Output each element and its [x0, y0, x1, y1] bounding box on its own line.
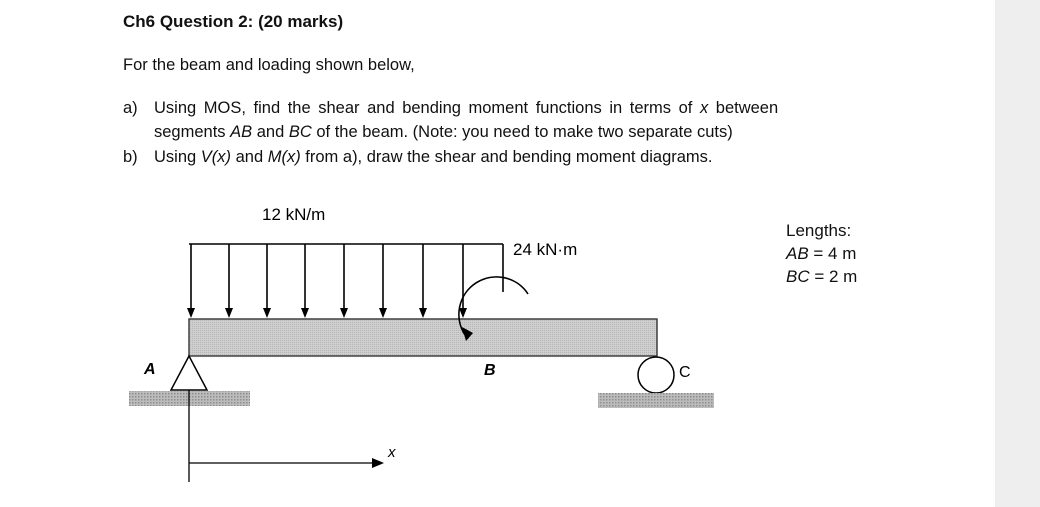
moment-label: 24 kN·m	[513, 240, 578, 259]
length-bc-name: BC	[786, 267, 810, 286]
question-intro: For the beam and loading shown below,	[123, 56, 415, 74]
length-bc	[786, 265, 857, 288]
distributed-load-label: 12 kN/m	[262, 205, 326, 224]
load-arrow	[340, 244, 348, 318]
point-b-label: B	[484, 362, 496, 379]
distributed-load	[187, 244, 503, 318]
part-a-segment-bc: BC	[288, 123, 312, 141]
lengths-title: Lengths:	[786, 221, 852, 240]
load-arrow	[225, 244, 233, 318]
part-b-text-3: from a), draw the shear and bending moment diagrams.	[300, 148, 713, 166]
length-bc-value: = 2 m	[809, 267, 858, 286]
load-arrow	[263, 244, 271, 318]
part-b-vx: V(x)	[200, 148, 232, 166]
load-arrow	[187, 244, 195, 318]
length-ab-value: = 4 m	[808, 244, 857, 263]
load-arrow	[301, 244, 309, 318]
part-a-text-1: Using MOS, find the shear and bending moment functions in terms of	[154, 99, 700, 117]
part-a-text-5: of the beam. (Note: you need to make two separate cuts)	[311, 123, 733, 141]
beam	[189, 319, 657, 356]
part-b-mx: M(x)	[267, 148, 301, 166]
load-arrow	[379, 244, 387, 318]
part-a-text-3: segments	[154, 123, 231, 141]
load-arrows	[187, 244, 503, 318]
question-title: Ch6 Question 2: (20 marks)	[123, 12, 344, 31]
part-a-text-2: between	[708, 99, 779, 117]
part-b-marker: b)	[123, 148, 138, 166]
part-b-text-2: and	[231, 148, 268, 166]
roller-support-c	[598, 357, 714, 408]
load-arrow	[419, 244, 427, 318]
part-a-variable-x: x	[699, 99, 709, 117]
part-a-marker: a)	[123, 99, 138, 117]
length-ab	[786, 242, 857, 265]
length-ab-name: AB	[786, 244, 809, 263]
part-a-text-4: and	[252, 123, 289, 141]
axis-x-label: x	[388, 444, 396, 461]
part-a-segment-ab: AB	[230, 123, 253, 141]
part-b-text-1: Using	[154, 148, 201, 166]
point-a-label: A	[144, 361, 156, 378]
point-c-label: C	[679, 364, 691, 381]
lengths-box	[786, 219, 857, 288]
ground-hatch-c	[598, 393, 714, 408]
